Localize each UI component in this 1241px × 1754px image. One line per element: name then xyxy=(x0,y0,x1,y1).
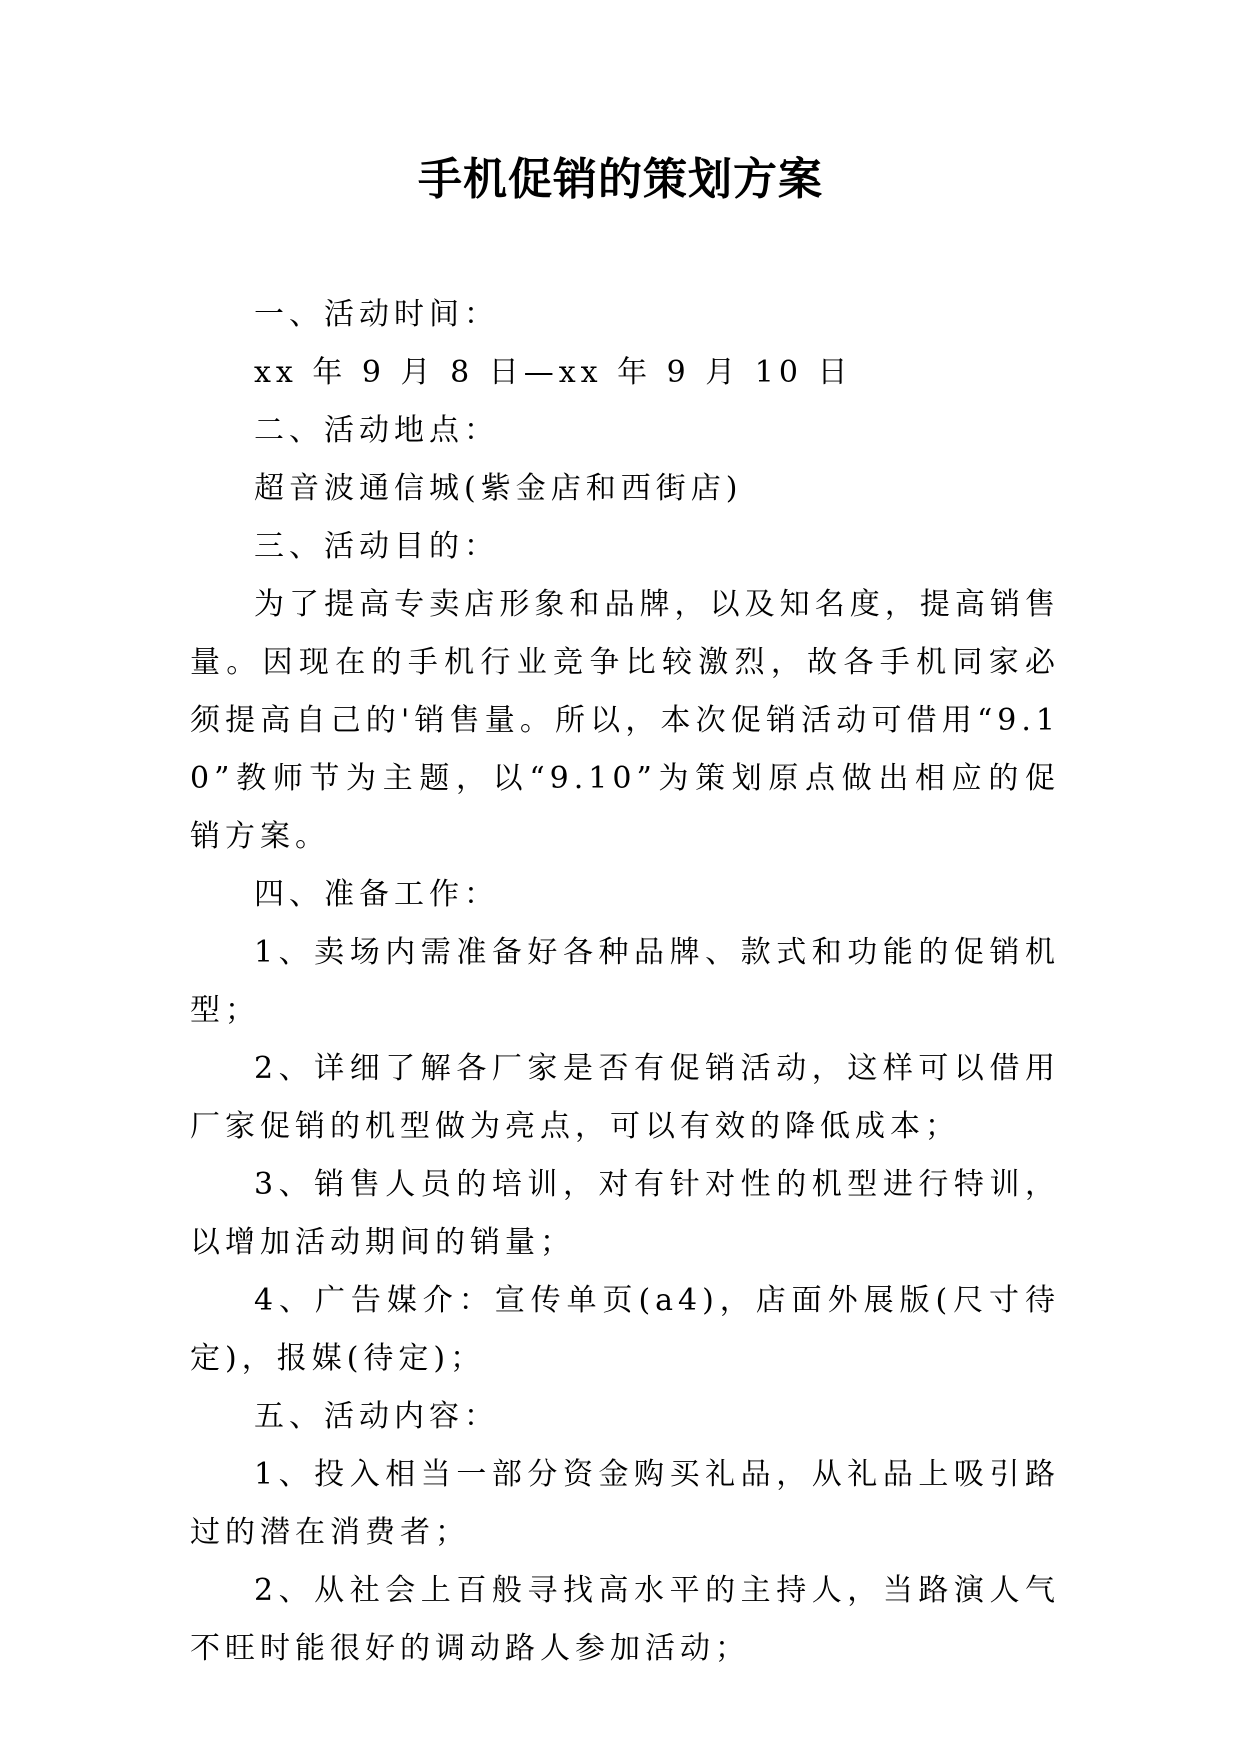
paragraph-heading-time: 一、活动时间： xyxy=(254,297,499,332)
paragraph-content-item-2: 2、从社会上百般寻找高水平的主持人，当路演人气不旺时能很好的调动路人参加活动； xyxy=(190,1573,1060,1666)
paragraph-heading-content: 五、活动内容： xyxy=(254,1399,499,1434)
paragraph-purpose-text: 为了提高专卖店形象和品牌，以及知名度，提高销售量。因现在的手机行业竞争比较激烈，故各手机同家必须提高自己的'销售量。所以，本次促销活动可借用“9.10”教师节为主题，以“9.10”为策划原点做出相应的促销方案。 xyxy=(190,587,1060,854)
paragraph-time-value: xx 年 9 月 8 日—xx 年 9 月 10 日 xyxy=(254,355,853,390)
paragraph-preparation-item-3: 3、销售人员的培训，对有针对性的机型进行特训，以增加活动期间的销量； xyxy=(190,1167,1060,1260)
paragraph-preparation-item-4: 4、广告媒介：宣传单页(a4)，店面外展版(尺寸待定)，报媒(待定)； xyxy=(190,1283,1060,1376)
paragraph-location-value: 超音波通信城(紫金店和西街店) xyxy=(254,471,743,506)
paragraph-heading-location: 二、活动地点： xyxy=(254,413,499,448)
paragraph-content-item-1: 1、投入相当一部分资金购买礼品，从礼品上吸引路过的潜在消费者； xyxy=(190,1457,1060,1550)
paragraph-heading-purpose: 三、活动目的： xyxy=(254,529,499,564)
paragraph-heading-preparation: 四、准备工作： xyxy=(254,877,499,912)
document-body xyxy=(190,286,1060,1678)
document-title: 手机促销的策划方案 xyxy=(418,154,823,205)
paragraph-preparation-item-1: 1、卖场内需准备好各种品牌、款式和功能的促销机型； xyxy=(190,935,1060,1028)
paragraph-preparation-item-2: 2、详细了解各厂家是否有促销活动，这样可以借用厂家促销的机型做为亮点，可以有效的降低成本； xyxy=(190,1051,1060,1144)
